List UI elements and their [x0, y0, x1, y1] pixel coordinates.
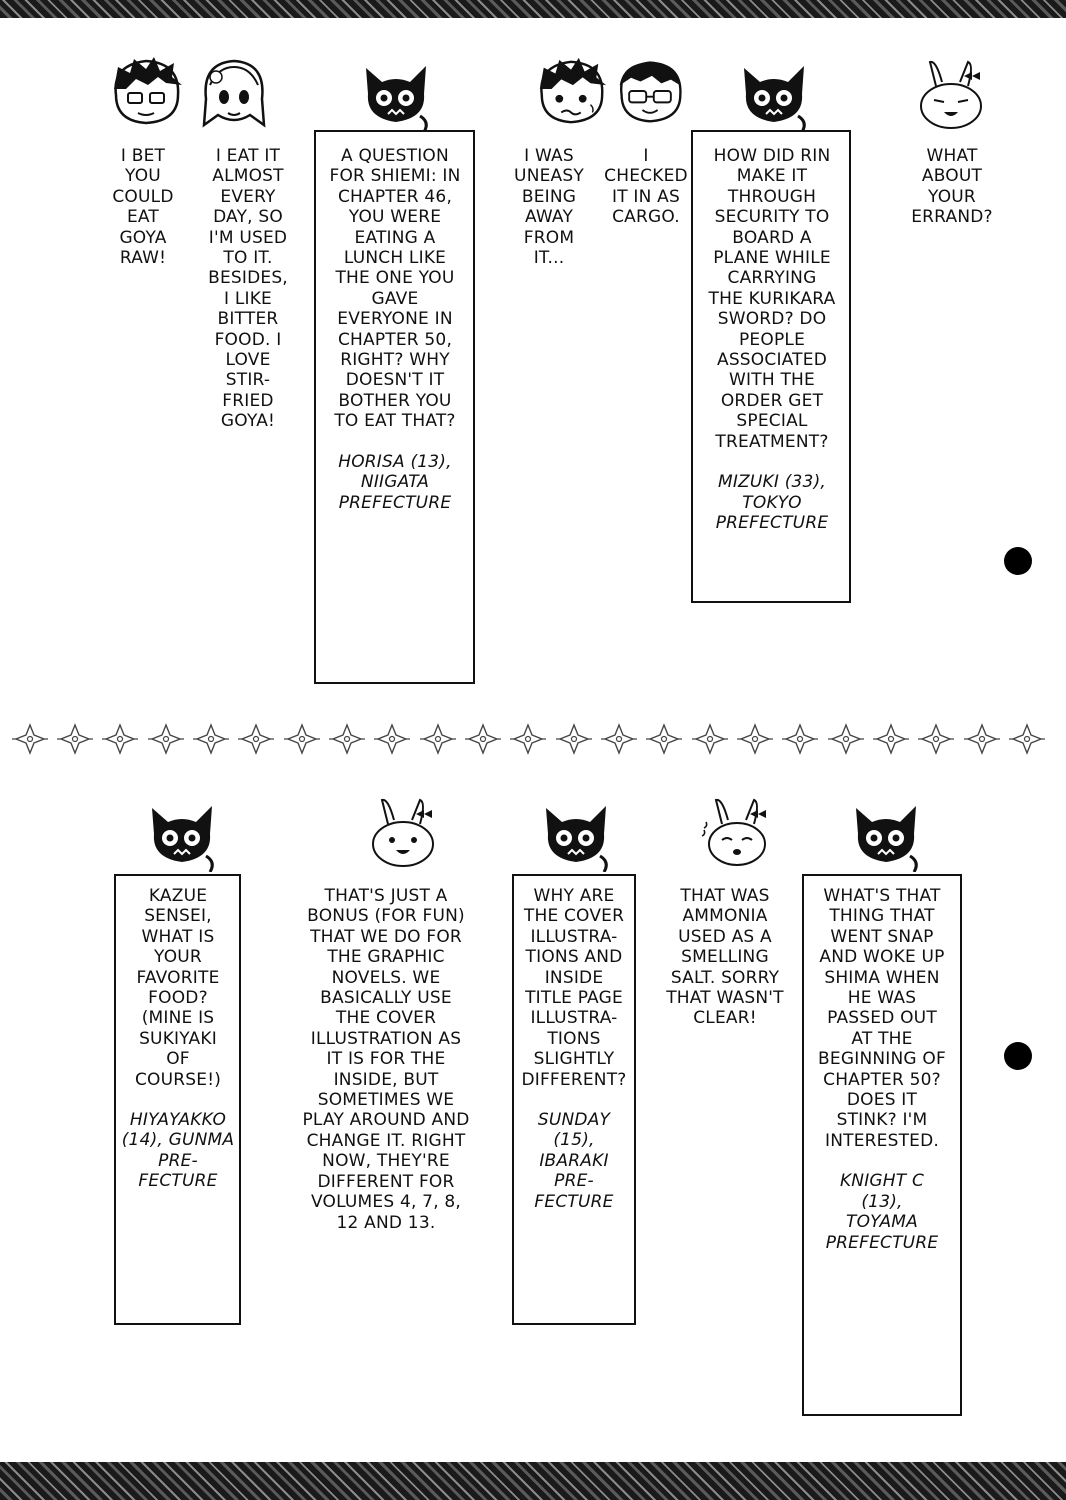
- rin-nervous-face-icon: [534, 55, 608, 127]
- page-marker-dot: [1004, 1042, 1032, 1070]
- question-text: A QUESTION FOR SHIEMI: IN CHAPTER 46, YOU WERE EATING A LUNCH LIKE THE ONE YOU GAVE EVERYONE IN CHAPTER 50, RIGHT? WHY DOESN'T IT BOTHER YOU TO EAT THAT?: [329, 146, 461, 432]
- answer-rabbit-cover-bonus: THAT'S JUST A BONUS (FOR FUN) THAT WE DO FOR THE GRAPHIC NOVELS. WE BASICALLY USE THE COVER ILLUSTRATION AS IT IS FOR THE INSIDE, BUT SOMETIMES WE PLAY AROUND AND CHANGE IT. RIGHT NOW, THEY'RE DIFFERENT FOR VOLUMES 4, 7, 8, 12 AND 13.: [302, 886, 470, 1233]
- ornamental-divider: [0, 722, 1066, 756]
- question-signature: HIYAYAKKO (14), GUNMA PRE- FECTURE: [121, 1110, 235, 1192]
- answer-rin-goya: I BET YOU COULD EAT GOYA RAW!: [112, 146, 174, 269]
- kuro-cat-icon: [738, 60, 810, 132]
- rabbit-mascot-icon: [368, 798, 438, 868]
- answer-rabbit-errand: WHAT ABOUT YOUR ERRAND?: [911, 146, 993, 228]
- rabbit-sorry-icon: [700, 798, 774, 868]
- question-text: WHAT'S THAT THING THAT WENT SNAP AND WOKE UP SHIMA WHEN HE WAS PASSED OUT AT THE BEGINNING OF CHAPTER 50? DOES IT STINK? I'M INTERESTED.: [818, 886, 946, 1151]
- rin-face-icon: [108, 55, 184, 127]
- kuro-cat-icon: [850, 800, 922, 872]
- shiemi-face-icon: [198, 55, 270, 130]
- kuro-cat-icon: [360, 60, 432, 132]
- kuro-cat-icon: [540, 800, 612, 872]
- answer-rabbit-ammonia: THAT WAS AMMONIA USED AS A SMELLING SALT. SORRY THAT WASN'T CLEAR!: [666, 886, 784, 1029]
- question-cover-illustrations: [515, 886, 633, 1212]
- answer-shiemi-goya: I EAT IT ALMOST EVERY DAY, SO I'M USED TO IT. BESIDES, I LIKE BITTER FOOD. I LOVE STIR- FRIED GOYA!: [208, 146, 288, 432]
- page-marker-dot: [1004, 547, 1032, 575]
- question-text: KAZUE SENSEI, WHAT IS YOUR FAVORITE FOOD? (MINE IS SUKIYAKI OF COURSE!): [134, 886, 222, 1090]
- top-decorative-band: [0, 0, 1066, 18]
- question-text: HOW DID RIN MAKE IT THROUGH SECURITY TO BOARD A PLANE WHILE CARRYING THE KURIKARA SWORD? DO PEOPLE ASSOCIATED WITH THE ORDER GET SPECIAL TREATMENT?: [708, 146, 836, 452]
- question-signature: SUNDAY (15), IBARAKI PRE- FECTURE: [534, 1110, 614, 1212]
- question-favorite-food: [118, 886, 238, 1192]
- bottom-decorative-band: [0, 1462, 1066, 1500]
- question-signature: KNIGHT C (13), TOYAMA PREFECTURE: [825, 1171, 939, 1253]
- question-signature: MIZUKI (33), TOKYO PREFECTURE: [715, 472, 829, 533]
- answer-rin-uneasy: I WAS UNEASY BEING AWAY FROM IT...: [514, 146, 584, 269]
- question-signature: HORISA (13), NIIGATA PREFECTURE: [338, 451, 452, 513]
- yukio-face-icon: [614, 55, 686, 127]
- question-shiemi-lunch: [320, 146, 470, 513]
- kuro-cat-icon: [146, 800, 218, 872]
- rabbit-mascot-icon: [916, 60, 986, 130]
- answer-yukio-cargo: I CHECKED IT IN AS CARGO.: [604, 146, 688, 228]
- question-text: WHY ARE THE COVER ILLUSTRA- TIONS AND INSIDE TITLE PAGE ILLUSTRA- TIONS SLIGHTLY DIFFERENT?: [521, 886, 627, 1090]
- question-snap-shima: [806, 886, 958, 1253]
- question-kurikara-sword: [696, 146, 848, 533]
